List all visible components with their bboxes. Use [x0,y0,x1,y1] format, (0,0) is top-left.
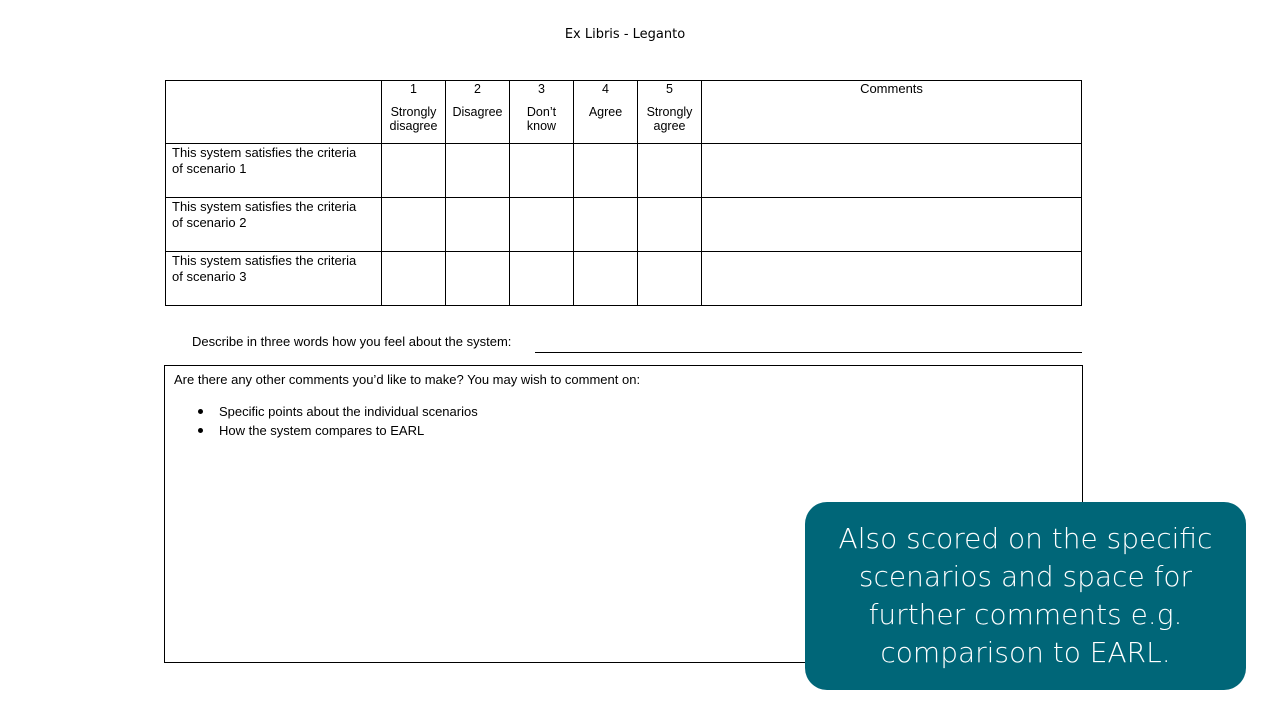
rating-cell-1[interactable] [382,252,446,306]
rating-table [165,80,1082,306]
rating-cell-2[interactable] [446,198,510,252]
scale-label-line1: Strongly [390,105,437,119]
rating-cell-2[interactable] [446,252,510,306]
table-row [166,198,1082,252]
statement-cell [166,198,382,252]
three-words-answer-line[interactable] [535,352,1082,353]
callout-box [805,502,1246,690]
scale-number: 3 [538,82,545,96]
callout-text: Also scored on the specific scenarios and space for further comments e.g. comparison to EARL. [838,522,1213,669]
rating-cell-1[interactable] [382,198,446,252]
comments-header: Comments [702,81,1082,144]
other-comments-list [195,402,478,440]
statement-line1: This system satisfies the criteria [172,253,357,268]
scale-header-2 [446,81,510,144]
bullet-icon [198,409,203,414]
scale-label-line1: Disagree [452,105,503,119]
table-row [166,144,1082,198]
rating-cell-3[interactable] [510,252,574,306]
scale-label-line1: Don’t [526,105,557,119]
statement-line1: This system satisfies the criteria [172,199,357,214]
bullet-icon [198,428,203,433]
scale-label-line1: Agree [588,105,623,119]
document-title: Ex Libris - Leganto [564,27,686,42]
comments-cell[interactable] [702,198,1082,252]
three-words-prompt: Describe in three words how you feel about the system: [192,334,512,349]
rating-header-row [166,81,1082,144]
scale-header-1 [382,81,446,144]
scale-label [574,105,637,119]
scale-label [446,105,509,119]
statement-line2: of scenario 3 [172,268,247,284]
scale-header-5 [638,81,702,144]
scale-label [382,105,445,133]
rating-cell-4[interactable] [574,252,638,306]
scale-label-line1: Strongly [646,105,693,119]
scale-header-3 [510,81,574,144]
rating-cell-4[interactable] [574,198,638,252]
rating-cell-3[interactable] [510,144,574,198]
scale-label [638,105,701,133]
rating-cell-4[interactable] [574,144,638,198]
list-item [195,421,478,440]
scale-number: 1 [410,82,417,96]
scale-label [510,105,573,133]
scale-label-line2: agree [653,119,686,133]
rating-cell-5[interactable] [638,198,702,252]
list-item-text: Specific points about the individual scenarios [219,404,478,419]
comments-cell[interactable] [702,144,1082,198]
statement-cell [166,252,382,306]
list-item-text: How the system compares to EARL [219,423,425,438]
rating-cell-2[interactable] [446,144,510,198]
statement-header-cell [166,81,382,144]
scale-number: 2 [474,82,481,96]
statement-line1: This system satisfies the criteria [172,145,357,160]
comments-cell[interactable] [702,252,1082,306]
other-comments-prompt: Are there any other comments you’d like to make? You may wish to comment on: [174,372,641,387]
list-item [195,402,478,421]
statement-line2: of scenario 2 [172,214,247,230]
rating-cell-5[interactable] [638,252,702,306]
scale-label-line2: disagree [389,119,438,133]
rating-cell-1[interactable] [382,144,446,198]
scale-number: 4 [602,82,609,96]
rating-cell-5[interactable] [638,144,702,198]
statement-line2: of scenario 1 [172,160,247,176]
scale-header-4 [574,81,638,144]
statement-cell [166,144,382,198]
rating-cell-3[interactable] [510,198,574,252]
table-row [166,252,1082,306]
scale-label-line2: know [526,119,557,133]
scale-number: 5 [666,82,673,96]
